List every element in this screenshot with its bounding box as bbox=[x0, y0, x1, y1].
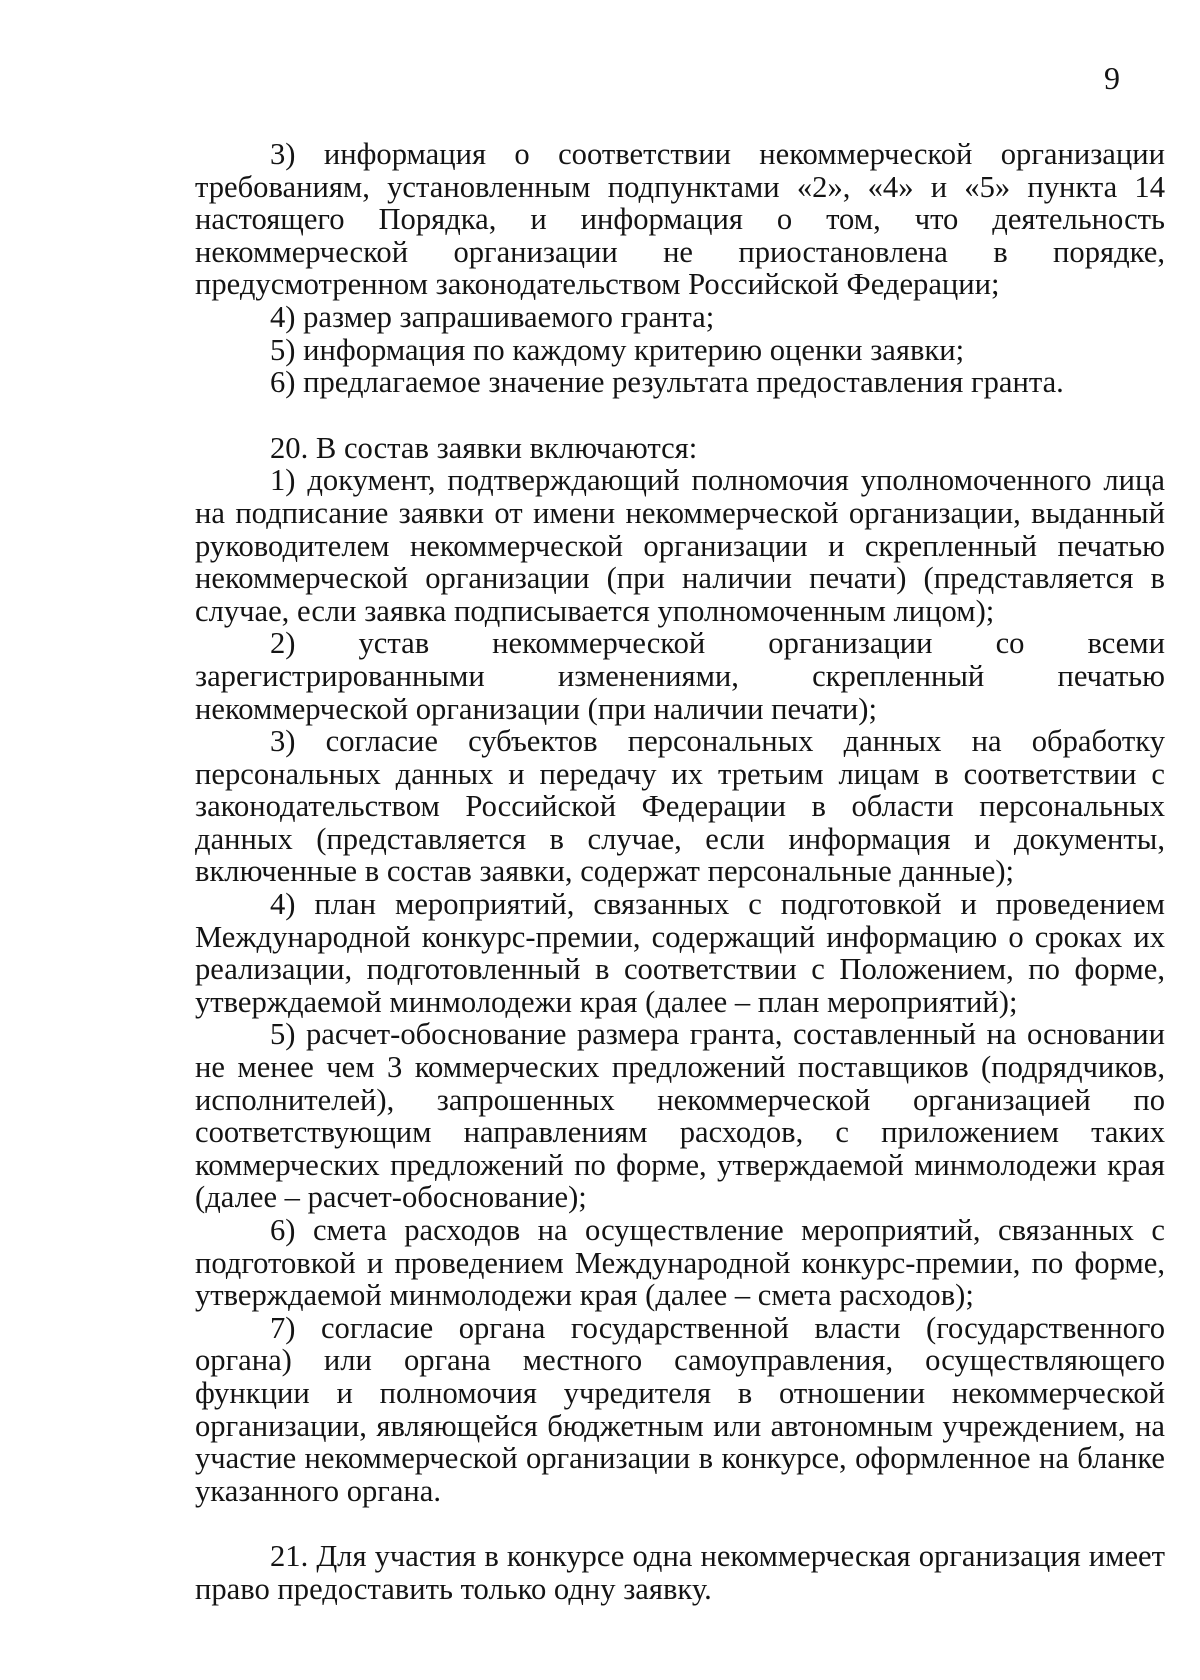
paragraph-item-5-criteria-info: 5) информация по каждому критерию оценки заявки; bbox=[270, 332, 965, 367]
paragraph-clause-20-item-2: 2) устав некоммерческой организации со всеми зарегистрированными изменениями, скрепленный печатью некоммерческой организации (при наличии печати); bbox=[195, 626, 1165, 726]
paragraph-clause-20-item-1: 1) документ, подтверждающий полномочия уполномоченного лица на подписание заявки от имени некоммерческой организации, выданный руководителем некоммерческой организации и скрепленный печатью некоммерческой организации (при наличии печати) (представляется в случае, если заявка подписывается уполномоченным лицом); bbox=[195, 463, 1165, 628]
document-body bbox=[195, 138, 1165, 1606]
paragraph-clause-20-item-6: 6) смета расходов на осуществление мероприятий, связанных с подготовкой и проведением Международной конкурс-премии, по форме, утверждаемой минмолодежи края (далее – смета расходов); bbox=[195, 1213, 1165, 1313]
paragraph-clause-21: 21. Для участия в конкурсе одна некоммерческая организация имеет право предоставить только одну заявку. bbox=[195, 1539, 1165, 1606]
paragraph-clause-20-item-3: 3) согласие субъектов персональных данных на обработку персональных данных и передачу их третьим лицам в соответствии с законодательством Российской Федерации в области персональных данных (представляется в случае, если информация и документы, включенные в состав заявки, содержат персональные данные); bbox=[195, 724, 1165, 889]
paragraph-clause-20-item-7: 7) согласие органа государственной власти (государственного органа) или органа местного самоуправления, осуществляющего функции и полномочия учредителя в отношении некоммерческой организации, являющейся бюджетным или автономным учреждением, на участие некоммерческой организации в конкурсе, оформленное на бланке указанного органа. bbox=[195, 1310, 1165, 1508]
paragraph-item-6-result-value: 6) предлагаемое значение результата предоставления гранта. bbox=[270, 365, 1064, 400]
page-number: 9 bbox=[1104, 60, 1120, 96]
paragraph-clause-20-item-4: 4) план мероприятий, связанных с подготовкой и проведением Международной конкурс-премии, содержащий информацию о сроках их реализации, подготовленный в соответствии с Положением, по форме, утверждаемой минмолодежи края (далее – план мероприятий); bbox=[195, 887, 1165, 1019]
paragraph-clause-20-item-5: 5) расчет-обоснование размера гранта, составленный на основании не менее чем 3 коммерческих предложений поставщиков (подрядчиков, исполнителей), запрошенных некоммерческой организацией по соответствующим направлениям расходов, с приложением таких коммерческих предложений по форме, утверждаемой минмолодежи края (далее – расчет-обоснование); bbox=[195, 1017, 1165, 1215]
paragraph-item-3-information-compliance: 3) информация о соответствии некоммерческой организации требованиям, установленным подпунктами «2», «4» и «5» пункта 14 настоящего Порядка, и информация о том, что деятельность некоммерческой организации не приостановлена в порядке, предусмотренном законодательством Российской Федерации; bbox=[195, 137, 1165, 302]
paragraph-item-4-grant-size: 4) размер запрашиваемого гранта; bbox=[270, 299, 715, 334]
paragraph-clause-20-heading: 20. В состав заявки включаются: bbox=[270, 430, 698, 465]
